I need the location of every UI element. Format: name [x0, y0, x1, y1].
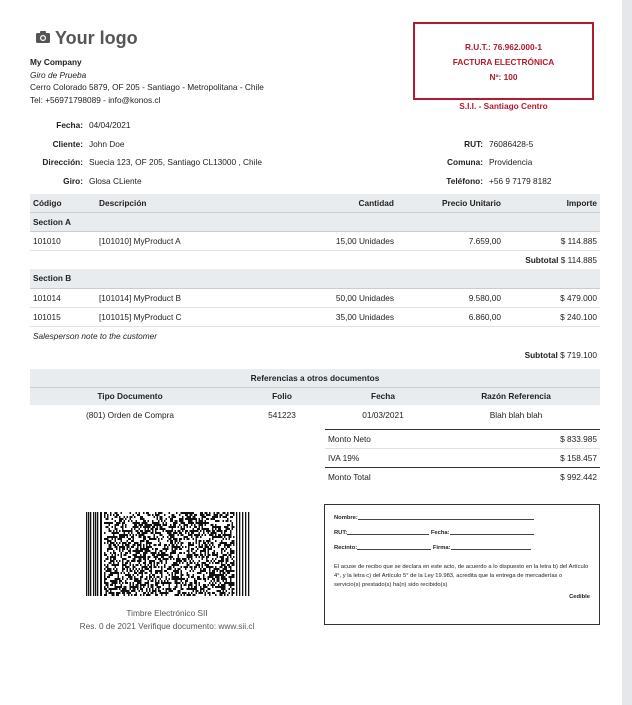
- comuna-value: Providencia: [489, 157, 533, 167]
- recibo-nombre-label: Nombre:: [334, 515, 358, 521]
- totals-table: [325, 429, 600, 487]
- cedible-label: Cedible: [569, 594, 590, 600]
- recibo-legal-text: El acuse de recibo que se declara en este acto, de acuerdo a lo dispuesto en la letra b) del Artículo 4°, y la letra c) del Artículo 5° de la Ley 19.983, acredita que la entrega de mercaderías o servicio(s) prestado(s) ha(n) sido recibido(s): [334, 564, 589, 588]
- sii-rut: R.U.T.: 76.962.000-1: [464, 42, 543, 52]
- line-desc: [101015] MyProduct C: [96, 307, 282, 326]
- col-precio: Precio Unitario: [397, 194, 504, 212]
- line-qty: 50,00 Unidades: [282, 288, 397, 307]
- subtotal-row: [30, 250, 600, 269]
- section-row: [30, 212, 600, 231]
- iva-value: $ 158.457: [471, 449, 600, 468]
- company-address: Cerro Colorado 5879, OF 205 - Santiago - Metropolitana - Chile: [30, 82, 264, 92]
- subtotal-value: $ 114.885: [560, 254, 597, 265]
- line-amount: $ 479.000: [504, 288, 600, 307]
- timbre-caption: [60, 607, 274, 633]
- neto-label: Monto Neto: [325, 430, 471, 449]
- direccion-value: Suecia 123, OF 205, Santiago CL13000 , Chile: [89, 157, 262, 167]
- table-row: [30, 231, 600, 250]
- table-row: [30, 307, 600, 326]
- total-value: $ 992.442: [471, 468, 600, 487]
- recibo-rut-line: [347, 529, 429, 535]
- line-price: 7.659,00: [397, 231, 504, 250]
- recibo-recinto-label: Recinto:: [334, 545, 358, 551]
- invoice-lines-table: [30, 194, 600, 364]
- company-info: [30, 56, 264, 106]
- note-row: [30, 326, 600, 345]
- line-code: 101014: [30, 288, 96, 307]
- subtotal-row: [30, 345, 600, 364]
- giro-value: Glosa CLiente: [89, 176, 142, 186]
- telefono-value: +56 9 7179 8182: [489, 176, 552, 186]
- rut-label: RUT:: [464, 139, 483, 149]
- fecha-value: 04/04/2021: [89, 120, 131, 130]
- giro-label: Giro:: [63, 176, 83, 186]
- timbre-resolution: Res. 0 de 2021 Verifique documento: www.sii.cl: [79, 621, 255, 631]
- recibo-nombre-line: [358, 514, 534, 520]
- company-contact: Tel: +56971798089 - info@konos.cl: [30, 94, 161, 105]
- references-title: Referencias a otros documentos: [30, 369, 600, 387]
- rut-value: 76086428-5: [489, 139, 534, 149]
- ref-folio: 541223: [268, 410, 296, 420]
- section-row: [30, 269, 600, 288]
- recibo-fecha-line: [450, 529, 534, 535]
- scrollbar-track[interactable]: [622, 0, 632, 705]
- recibo-rut-row: [334, 529, 590, 544]
- table-row: [30, 288, 600, 307]
- camera-icon: [36, 31, 50, 43]
- total-row: [325, 468, 600, 487]
- company-name: My Company: [30, 57, 82, 67]
- cliente-label: Cliente:: [52, 139, 83, 149]
- subtotal-cell: [30, 250, 600, 269]
- telefono-label: Teléfono:: [446, 176, 483, 186]
- recibo-fecha-label: Fecha:: [430, 530, 450, 536]
- sii-doc-type: FACTURA ELECTRÓNICA: [452, 57, 555, 67]
- references-table: [30, 369, 600, 425]
- sii-box: [413, 22, 594, 100]
- recibo-firma-line: [451, 544, 531, 550]
- iva-row: [325, 449, 600, 468]
- line-qty: 35,00 Unidades: [282, 307, 397, 326]
- references-header: [30, 387, 600, 405]
- pdf417-barcode: [86, 512, 250, 596]
- ref-fecha: 01/03/2021: [362, 410, 404, 420]
- line-qty: 15,00 Unidades: [282, 231, 397, 250]
- total-label: Monto Total: [325, 468, 471, 487]
- company-giro: Giro de Prueba: [30, 69, 87, 80]
- line-code: 101010: [30, 231, 96, 250]
- sii-number: Nº: 100: [489, 72, 518, 82]
- col-cantidad: Cantidad: [282, 194, 397, 212]
- ref-col-folio: Folio: [230, 387, 334, 405]
- recibo-recinto-line: [357, 544, 431, 550]
- table-row: [30, 405, 600, 425]
- subtotal-value: $ 719.100: [560, 349, 597, 360]
- col-descripcion: Descripción: [96, 194, 282, 212]
- line-price: 6.860,00: [397, 307, 504, 326]
- references-title-row: [30, 369, 600, 387]
- subtotal-cell: [30, 345, 600, 364]
- subtotal-label: Subtotal: [525, 254, 559, 265]
- line-desc: [101010] MyProduct A: [96, 231, 282, 250]
- recibo-nombre-row: [334, 514, 590, 529]
- iva-label: IVA 19%: [325, 449, 471, 468]
- section-name: Section B: [30, 269, 600, 288]
- recibo-firma-label: Firma:: [432, 545, 451, 551]
- line-code: 101015: [30, 307, 96, 326]
- cliente-value: John Doe: [89, 139, 125, 149]
- salesperson-note: Salesperson note to the customer: [33, 330, 158, 341]
- line-amount: $ 114.885: [504, 231, 600, 250]
- ref-col-fecha: Fecha: [334, 387, 432, 405]
- fecha-label: Fecha:: [56, 120, 83, 130]
- section-name: Section A: [30, 212, 600, 231]
- recibo-rut-label: RUT:: [334, 530, 348, 536]
- comuna-label: Comuna:: [447, 157, 483, 167]
- ref-col-tipo: Tipo Documento: [30, 387, 230, 405]
- ref-tipo: (801) Orden de Compra: [85, 410, 175, 420]
- direccion-label: Dirección:: [42, 157, 83, 167]
- acuse-recibo-box: [324, 504, 600, 625]
- timbre-title: Timbre Electrónico SII: [126, 608, 208, 618]
- sii-office: S.I.I. - Santiago Centro: [459, 101, 548, 111]
- table-header: [30, 194, 600, 212]
- company-logo: [36, 28, 138, 49]
- col-codigo: Código: [30, 194, 96, 212]
- line-amount: $ 240.100: [504, 307, 600, 326]
- line-price: 9.580,00: [397, 288, 504, 307]
- neto-row: [325, 430, 600, 449]
- col-importe: Importe: [504, 194, 600, 212]
- subtotal-label: Subtotal: [524, 349, 558, 360]
- neto-value: $ 833.985: [471, 430, 600, 449]
- ref-razon: Blah blah blah: [489, 410, 543, 420]
- line-desc: [101014] MyProduct B: [96, 288, 282, 307]
- ref-col-razon: Razón Referencia: [432, 387, 600, 405]
- logo-text: Your logo: [55, 28, 138, 48]
- recibo-recinto-row: [334, 544, 590, 559]
